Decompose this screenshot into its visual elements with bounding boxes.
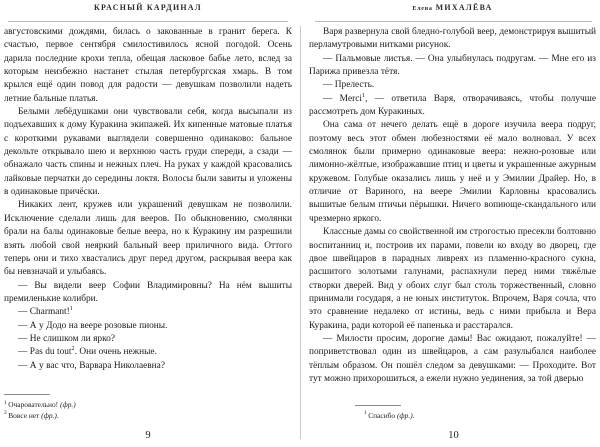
running-head-left-rule <box>8 21 288 22</box>
dialogue-line <box>309 93 596 120</box>
footnote-marker: 2 <box>71 345 75 353</box>
running-head-right <box>309 0 596 26</box>
dialogue-line <box>4 306 292 319</box>
footnote-number: 2 <box>4 410 7 417</box>
page-number-right: 10 <box>448 429 459 441</box>
page-right <box>300 0 600 447</box>
footnote-language-tag: (фр.) <box>59 400 76 410</box>
footnote-number: 1 <box>4 399 7 406</box>
paragraph: августовскими дождями, билась о закованные в гранит берега. К счастью, первое сентября смилостивилось ясной погодой. Осень дарила последние крохи тепла, обещая ласковое бабье лето, вслед за которым неизбежно настанет стылая петербургская хмарь. В том крылся ещё один повод для радости — девушкам позволили надеть летние бальные платья. <box>4 27 292 104</box>
paragraph: Классные дамы со свойственной им строгостью пресекли болтовню воспитанниц и, построив их парами, повели ко входу во дворец, где двое швейцаров в парадных ливреях из пламенно-красного сукна, расшитого золотыми галунами, распахнули перед ними тяжёлые створки дверей. Вид у обоих слуг был столь торжественный, словно принимали государя, а не юных институток. Впрочем, Варя сочла, что это сравнение недалеко от истины, ведь с ними прибыла и Вера Куракина, ради которой её папенька и расстарался. <box>309 227 596 331</box>
paragraph: Белыми лебёдушками они чувствовали себя, когда высыпали из подъехавших к дому Куракина экипажей. Их кипенные матовые платья с короткими рукавами выглядели совершенно одинаково: бальное декольте открывало шею и верхнюю часть груди спереди, а сзади — обнажало часть спины и нежных плеч. На руках у каждой красовались лайковые перчатки до середины локтя. Волосы были завиты и уложены в одинаковые причёски. <box>4 107 292 198</box>
dialogue-line: — Милости просим, дорогие дамы! Вас ожидают, пожалуйте! — поприветствовал один из швейцаров, а сам разулыбался наиболее тёплым образом. Он пошёл следом за девушками: — Проходите. Вот тут можно прихорошиться, а ежели нужно уединения, за той дверью <box>309 333 596 384</box>
dialogue-line: — Вы видели веер Софии Владимировны? На нём вышиты премиленькие колибри. <box>4 280 292 304</box>
footnote-separator-rule <box>355 405 401 406</box>
running-head-right-rule <box>315 21 592 22</box>
running-head-author-last: МИХАЛЁВА <box>435 3 493 12</box>
paragraph: Никаких лент, кружев или украшений девушкам не позволили. Исключение сделали лишь для вееров. По обыкновению, смолянки брали на балы одинаковые белые веера, но к Куракину им разрешили взять любой свой неяркий бальный веер приличного вида. Оттого теперь они и тихо хвастались друг перед другом, раскрывая веера как бы невзначай и улыбаясь. <box>4 200 292 278</box>
footnote-language-tag: (фр.) <box>396 410 413 420</box>
dialogue-line: — А у вас что, Варвара Николаевна? <box>18 360 165 371</box>
footnote-entry <box>4 400 292 410</box>
dialogue-line: — Не слишком ли ярко? <box>18 333 115 344</box>
dialogue-text-before: — Pas du tout <box>18 347 72 358</box>
footnote-text: Спасибо <box>368 410 397 420</box>
dialogue-line <box>4 346 292 359</box>
running-head-left-title: КРАСНЫЙ КАРДИНАЛ <box>93 3 202 12</box>
page-number-left: 9 <box>145 429 151 441</box>
footnote-language-tag: (фр.) <box>41 410 57 420</box>
footnote-text: Вовсе нет <box>8 410 42 420</box>
body-text-left <box>4 26 292 394</box>
running-head-right-text <box>412 3 492 12</box>
dialogue-line: — Пальмовые листья. — Она улыбнулась подругам. — Мне его из Парижа привезла тётя. <box>309 53 596 78</box>
dialogue-text-after: , — ответила Варя, отворачиваясь, чтобы получше рассмотреть дом Куракиных. <box>309 93 596 118</box>
footnote-number: 1 <box>364 410 367 417</box>
dialogue-text: — Charmant! <box>18 307 70 318</box>
running-head-author-first: Елена <box>412 6 433 12</box>
dialogue-line: — А у Додо на веере розовые пионы. <box>18 320 168 331</box>
paragraph: Она сама от нечего делать ещё в дороге изучила веера подруг, поэтому весь этот обмен любезностями её мало волновал. У всех смолянок были примерно одинаковые веера: нежно-розовые или лимонно-жёлтые, изображавшие птиц и цветы и украшенные ажурным кружевом. Голубые оказались лишь у неё и у Эмилии Драйер. Но, в отличие от Вариного, на веере Эмилии Карловны красовались вышитые белым птичьи пёрышки. Ничего вопиюще-скандального или чрезмерно яркого. <box>309 120 596 224</box>
running-head-left <box>4 0 292 26</box>
footnote-tail: . <box>56 410 59 420</box>
footnote-separator-rule <box>4 394 50 395</box>
paragraph: Варя развернула свой бледно-голубой веер, демонстрируя вышитый перламутровыми нитками рисунок. <box>309 27 596 51</box>
footnote-marker: 1 <box>361 91 366 99</box>
footnote-text: Очаровательно! <box>8 400 60 410</box>
dialogue-text-after: . Они очень нежные. <box>74 347 157 358</box>
running-head-left-text <box>94 3 202 12</box>
dialogue-text-before: — Merci <box>323 93 362 104</box>
footnotes-left <box>4 394 292 423</box>
footnote-entry <box>364 411 596 421</box>
body-text-right <box>309 26 596 405</box>
footnote-tail: . <box>412 410 415 420</box>
dialogue-line: — Прелесть. <box>323 80 375 91</box>
footnote-entry <box>4 411 292 421</box>
footnotes-right <box>309 405 596 423</box>
footnote-marker: 1 <box>69 305 73 313</box>
